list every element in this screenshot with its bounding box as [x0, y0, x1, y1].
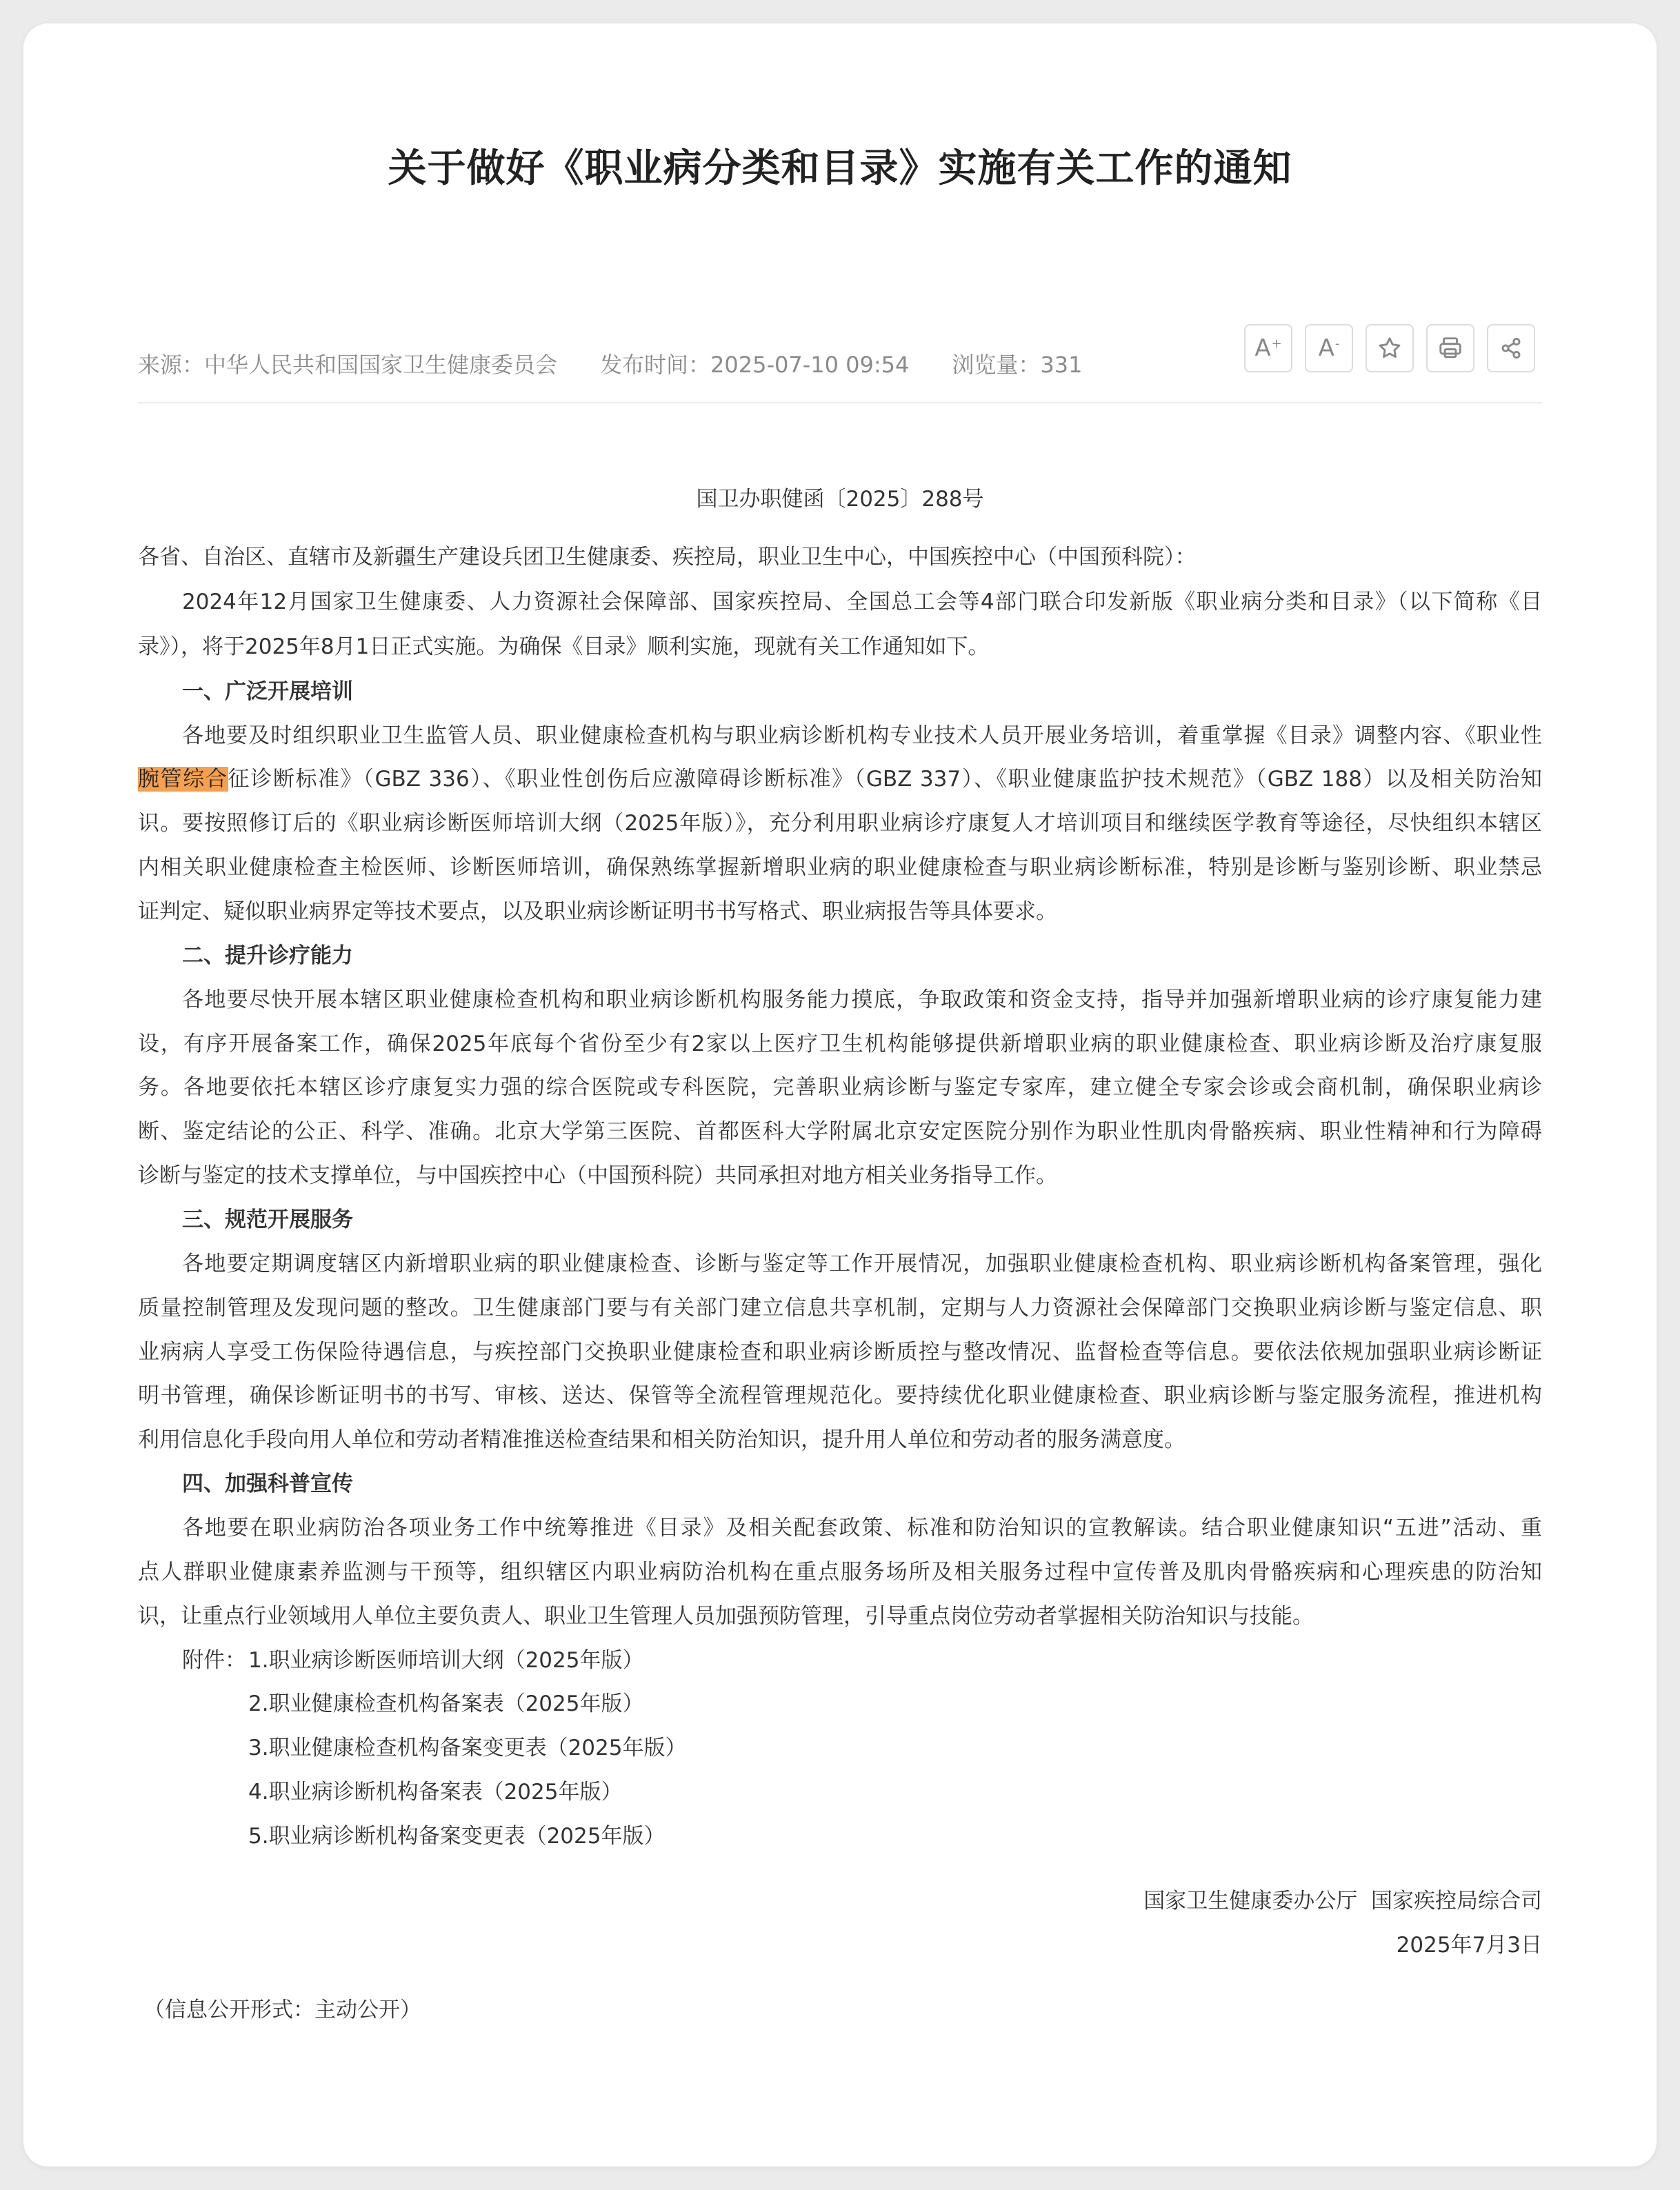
star-icon: [1377, 335, 1403, 361]
paragraph-line: 断、鉴定结论的公正、科学、准确。北京大学第三医院、首都医科大学附属北京安定医院分别作为职业性肌肉骨骼疾病、职业性精神和行为障碍: [138, 1119, 1542, 1144]
share-icon: [1498, 335, 1524, 361]
section-heading-publicity: 四、加强科普宣传: [182, 1471, 353, 1496]
publish-time: 发布时间：2025-07-10 09:54: [600, 352, 910, 378]
intro-line: 2024年12月国家卫生健康委、人力资源社会保障部、国家疾控局、全国总工会等4部门联合印发新版《职业病分类和目录》（以下简称《目: [182, 590, 1542, 614]
paragraph-line: 设，有序开展备案工作，确保2025年底每个省份至少有2家以上医疗卫生机构能够提供新增职业病的职业健康检查、职业病诊断及治疗康复服: [138, 1032, 1543, 1056]
paragraph-line: 各地要在职业病防治各项业务工作中统筹推进《目录》及相关配套政策、标准和防治知识的宣教解读。结合职业健康知识“五进”活动、重: [182, 1516, 1542, 1540]
paragraph-line: 利用信息化手段向用人单位和劳动者精准推送检查结果和相关防治知识，提升用人单位和劳动者的服务满意度。: [138, 1427, 1186, 1452]
paragraph-line: 业病病人享受工伤保险待遇信息，与疾控部门交换职业健康检查和职业病诊断质控与整改情况、监督检查等信息。要依法依规加强职业病诊断证: [138, 1340, 1542, 1365]
page-title: 关于做好《职业病分类和目录》实施有关工作的通知: [388, 146, 1292, 191]
font-increase-icon: A+: [1254, 334, 1282, 362]
paragraph-line: 各地要尽快开展本辖区职业健康检查机构和职业病诊断机构服务能力摸底，争取政策和资金支持，指导并加强新增职业病的诊疗康复能力建: [182, 987, 1542, 1012]
disclosure-note: （信息公开形式：主动公开）: [143, 1998, 421, 2022]
section-heading-training: 一、广泛开展培训: [182, 679, 353, 704]
font-decrease-button[interactable]: [1305, 324, 1353, 372]
print-button[interactable]: [1426, 324, 1474, 372]
article-toolbar: [1244, 324, 1535, 372]
attachment-item[interactable]: 5.职业病诊断机构备案变更表（2025年版）: [248, 1824, 666, 1849]
recipients: 各省、自治区、直辖市及新疆生产建设兵团卫生健康委、疾控局，职业卫生中心，中国疾控中心（中国预科院）：: [138, 545, 1197, 570]
view-count: 浏览量：331: [952, 352, 1083, 378]
paragraph-line: 识。要按照修订后的《职业病诊断医师培训大纲（2025年版）》，充分利用职业病诊疗康复人才培训项目和继续医学教育等途径，尽快组织本辖区: [138, 811, 1542, 836]
attachment-item[interactable]: 2.职业健康检查机构备案表（2025年版）: [248, 1691, 644, 1716]
issue-date: 2025年7月3日: [1396, 1933, 1542, 1958]
search-highlight: 腕管综合: [138, 767, 228, 792]
favorite-button[interactable]: [1366, 324, 1414, 372]
paragraph-line: 腕管综合征诊断标准》（GBZ 336）、《职业性创伤后应激障碍诊断标准》（GBZ 337）、《职业健康监护技术规范》（GBZ 188）以及相关防治知: [138, 767, 1542, 792]
attachment-item[interactable]: 3.职业健康检查机构备案变更表（2025年版）: [248, 1736, 687, 1760]
paragraph-line: 识，让重点行业领域用人单位主要负责人、职业卫生管理人员加强预防管理，引导重点岗位劳动者掌握相关防治知识与技能。: [138, 1604, 1314, 1629]
intro-line: 录》），将于2025年8月1日正式实施。为确保《目录》顺利实施，现就有关工作通知如下。: [138, 634, 990, 659]
paragraph-line: 质量控制管理及发现问题的整改。卫生健康部门要与有关部门建立信息共享机制，定期与人力资源社会保障部门交换职业病诊断与鉴定信息、职: [138, 1296, 1542, 1320]
section-heading-capacity: 二、提升诊疗能力: [182, 943, 353, 968]
attachment-item[interactable]: 1.职业病诊断医师培训大纲（2025年版）: [248, 1648, 644, 1673]
meta-divider: [138, 402, 1542, 403]
section-heading-service: 三、规范开展服务: [182, 1207, 353, 1232]
article-meta: [138, 348, 1082, 379]
paragraph-line: 各地要定期调度辖区内新增职业病的职业健康检查、诊断与鉴定等工作开展情况，加强职业健康检查机构、职业病诊断机构备案管理，强化: [182, 1252, 1542, 1276]
paragraph-line: 证判定、疑似职业病界定等技术要点，以及职业病诊断证明书书写格式、职业病报告等具体要求。: [138, 899, 1057, 924]
paragraph-line: 点人群职业健康素养监测与干预等，组织辖区内职业病防治机构在重点服务场所及相关服务过程中宣传普及肌肉骨骼疾病和心理疾患的防治知: [138, 1560, 1542, 1585]
paragraph-line: 内相关职业健康检查主检医师、诊断医师培训，确保熟练掌握新增职业病的职业健康检查与职业病诊断标准，特别是诊断与鉴别诊断、职业禁忌: [138, 855, 1542, 880]
attachment-item[interactable]: 4.职业病诊断机构备案表（2025年版）: [248, 1780, 623, 1805]
paragraph-line: 各地要及时组织职业卫生监管人员、职业健康检查机构与职业病诊断机构专业技术人员开展业务培训，着重掌握《目录》调整内容、《职业性: [182, 723, 1542, 748]
document-number: 国卫办职健函〔2025〕288号: [696, 487, 984, 512]
attachments-label: 附件：: [182, 1648, 246, 1673]
paragraph-line: 明书管理，确保诊断证明书的书写、审核、送达、保管等全流程管理规范化。要持续优化职业健康检查、职业病诊断与鉴定服务流程，推进机构: [138, 1383, 1542, 1408]
share-button[interactable]: [1487, 324, 1535, 372]
paragraph-line: 诊断与鉴定的技术支撑单位，与中国疾控中心（中国预科院）共同承担对地方相关业务指导工作。: [138, 1163, 1057, 1188]
font-decrease-icon: A-: [1318, 334, 1340, 362]
paragraph-line: 务。各地要依托本辖区诊疗康复实力强的综合医院或专科医院，完善职业病诊断与鉴定专家库，建立健全专家会诊或会商机制，确保职业病诊: [138, 1075, 1542, 1100]
printer-icon: [1437, 335, 1463, 361]
issuer: 国家卫生健康委办公厅 国家疾控局综合司: [1143, 1889, 1542, 1913]
source-label: 来源：中华人民共和国国家卫生健康委员会: [138, 352, 558, 378]
font-increase-button[interactable]: [1244, 324, 1292, 372]
